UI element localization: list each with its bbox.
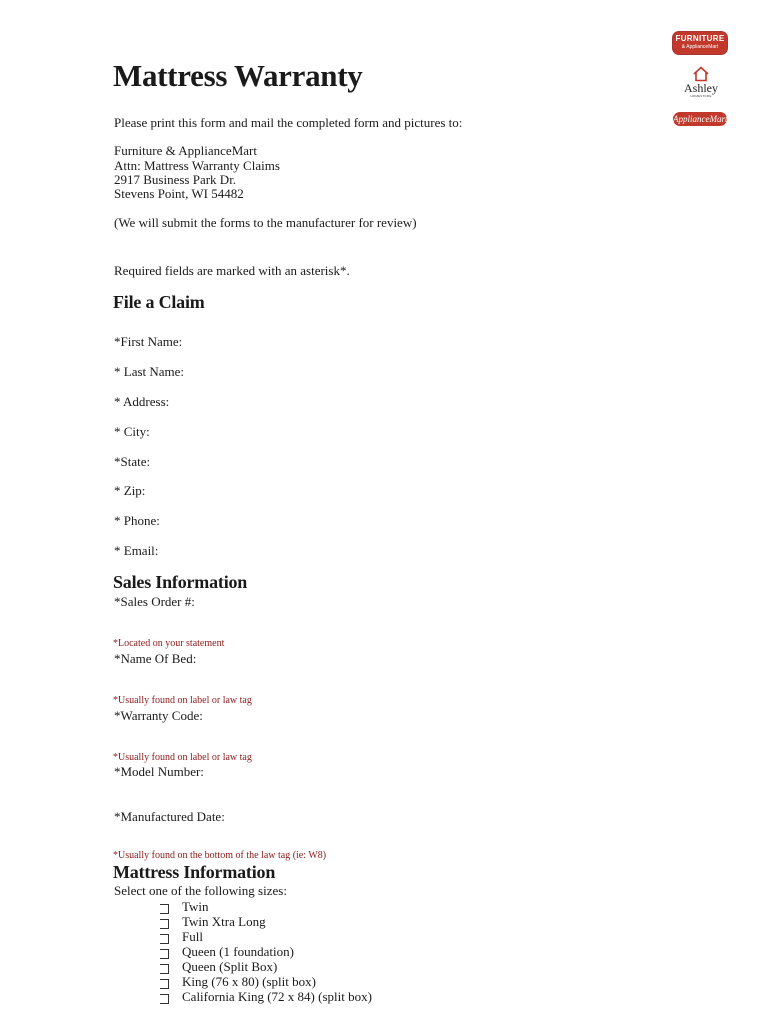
sales-info-heading: Sales Information — [113, 572, 248, 592]
size-option-king[interactable] — [160, 974, 316, 990]
address-line: 2917 Business Park Dr. — [114, 172, 237, 187]
ashley-homestore-logo: Ashley HOMESTORE — [682, 66, 720, 102]
warranty-code-field[interactable]: *Warranty Code: — [114, 708, 203, 723]
sales-order-field[interactable]: *Sales Order #: — [114, 594, 195, 609]
last-name-field[interactable]: * Last Name: — [114, 364, 185, 379]
checkbox-icon[interactable] — [160, 949, 169, 959]
city-field[interactable]: * City: — [114, 424, 150, 439]
required-note: Required fields are marked with an asterisk*. — [114, 263, 350, 278]
checkbox-icon[interactable] — [160, 994, 169, 1004]
mattress-info-heading: Mattress Information — [113, 862, 276, 882]
zip-field[interactable]: * Zip: — [114, 483, 146, 498]
size-option-label: King (76 x 80) (split box) — [182, 974, 316, 989]
checkbox-icon[interactable] — [160, 919, 169, 929]
house-icon — [692, 66, 710, 82]
submit-note: (We will submit the forms to the manufacturer for review) — [114, 215, 417, 230]
size-option-label: Queen (Split Box) — [182, 959, 278, 974]
size-option-california-king[interactable] — [160, 989, 372, 1005]
appliancemart-logo: ApplianceMart — [673, 114, 728, 124]
address-field[interactable]: * Address: — [114, 394, 170, 409]
checkbox-icon[interactable] — [160, 934, 169, 944]
size-option-label: Twin Xtra Long — [182, 914, 266, 929]
address-line: Attn: Mattress Warranty Claims — [114, 158, 280, 173]
furniture-appliancemart-logo: FURNITURE & ApplianceMart — [673, 32, 727, 54]
phone-field[interactable]: * Phone: — [114, 513, 160, 528]
size-option-queen-split[interactable] — [160, 959, 277, 975]
size-option-label: Twin — [182, 899, 209, 914]
size-option-label: California King (72 x 84) (split box) — [182, 989, 372, 1004]
size-option-queen[interactable] — [160, 944, 294, 960]
bed-name-field[interactable]: *Name Of Bed: — [114, 651, 197, 666]
size-option-label: Queen (1 foundation) — [182, 944, 294, 959]
intro-text: Please print this form and mail the completed form and pictures to: — [114, 115, 463, 130]
sales-order-hint: *Located on your statement — [113, 638, 225, 649]
size-option-twin-xl[interactable] — [160, 914, 266, 930]
checkbox-icon[interactable] — [160, 964, 169, 974]
manufactured-date-field[interactable]: *Manufactured Date: — [114, 809, 225, 824]
model-number-field[interactable]: *Model Number: — [114, 764, 204, 779]
checkbox-icon[interactable] — [160, 979, 169, 989]
file-claim-heading: File a Claim — [113, 292, 205, 312]
address-line: Stevens Point, WI 54482 — [114, 186, 244, 201]
size-option-label: Full — [182, 929, 203, 944]
manufactured-date-hint: *Usually found on the bottom of the law tag (ie: W8) — [113, 850, 327, 861]
email-field[interactable]: * Email: — [114, 543, 159, 558]
warranty-code-hint: *Usually found on label or law tag — [113, 752, 252, 763]
checkbox-icon[interactable] — [160, 904, 169, 914]
state-field[interactable]: *State: — [114, 454, 151, 469]
size-prompt: Select one of the following sizes: — [114, 883, 287, 898]
size-option-twin[interactable] — [160, 899, 209, 915]
first-name-field[interactable]: *First Name: — [114, 334, 183, 349]
size-option-full[interactable] — [160, 929, 203, 945]
page-title: Mattress Warranty — [113, 58, 363, 93]
bed-name-hint: *Usually found on label or law tag — [113, 695, 252, 706]
address-line: Furniture & ApplianceMart — [114, 143, 257, 158]
